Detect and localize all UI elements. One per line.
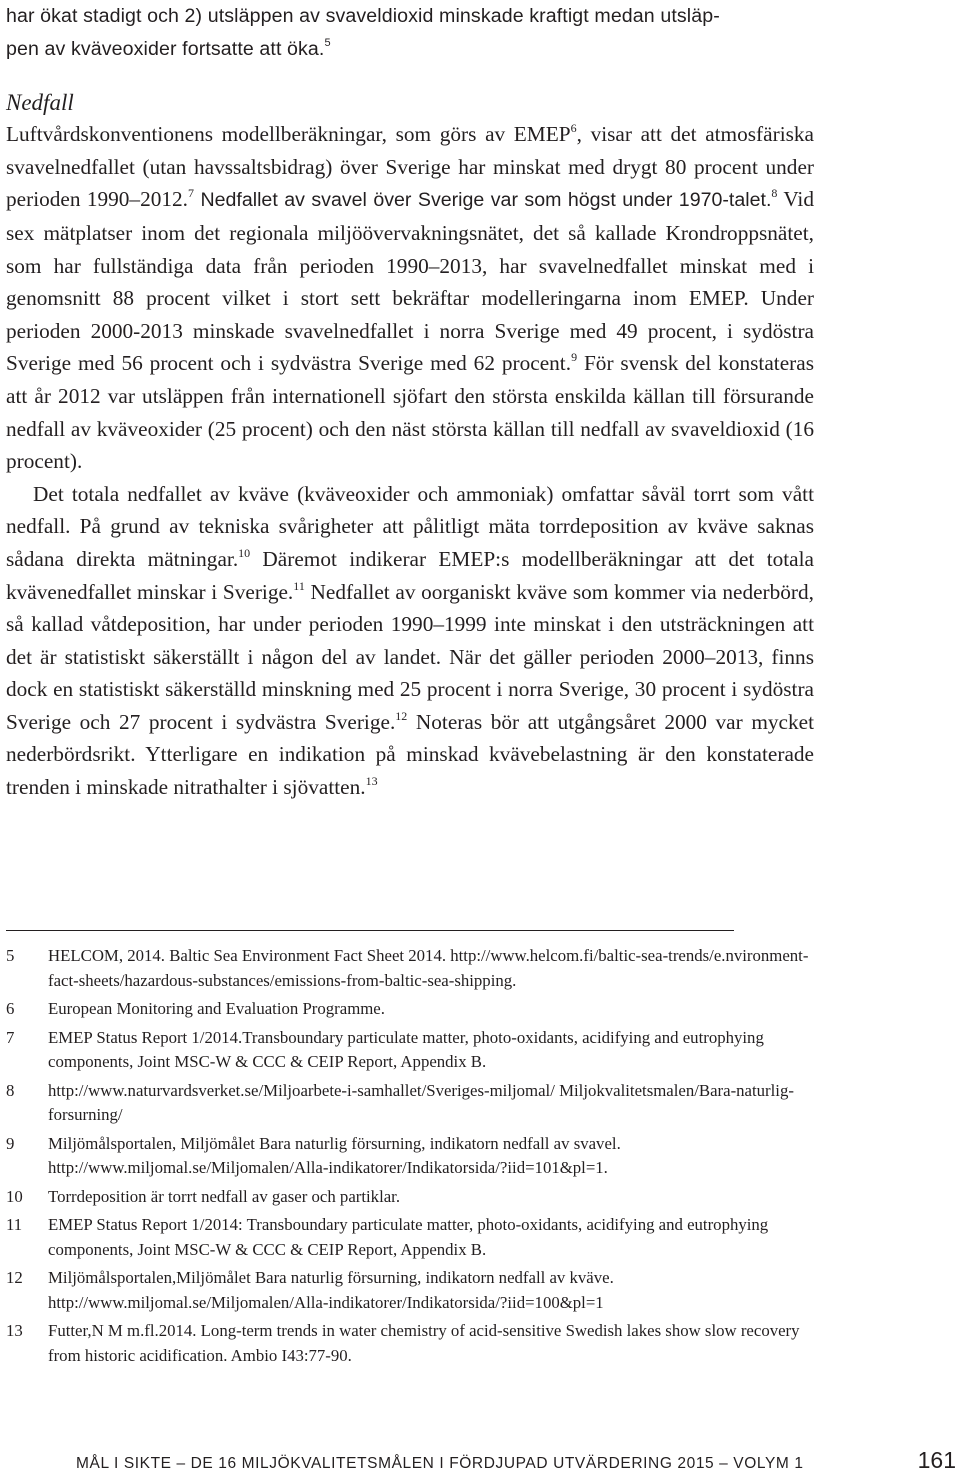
footnote-text: Miljömålsportalen, Miljömålet Bara naturlig försurning, indikatorn nedfall av svavel. http://www.miljomal.se/Miljomalen/Alla-indikatorer/Indikatorsida/?iid=101&pl=1. bbox=[48, 1133, 621, 1177]
footnote-ref: 10 bbox=[238, 545, 251, 560]
footnote-ref: 11 bbox=[293, 578, 305, 593]
footnote-number: 9 bbox=[6, 1133, 15, 1153]
footnote-text: European Monitoring and Evaluation Programme. bbox=[48, 999, 385, 1018]
page-number: 161 bbox=[917, 1447, 956, 1473]
footnote-ref: 12 bbox=[395, 708, 408, 723]
footnote-ref: 6 bbox=[570, 121, 577, 136]
paragraph-text: Luftvårdskonventionens modellberäkningar, som görs av EMEP bbox=[6, 122, 571, 147]
paragraph-text: För svensk del konstateras att år 2012 var utsläppen från internationell sjöfart den största enskilda källan till försurande nedfall av kväveoxider (25 procent) och den näst största källan till nedfall av svaveldioxid (16 procent). bbox=[6, 351, 814, 474]
footnote-text: HELCOM, 2014. Baltic Sea Environment Fact Sheet 2014. http://www.helcom.fi/baltic-sea-trends/e.nvironment-fact-sheets/hazardous-substances/emissions-from-baltic-sea-shipping. bbox=[48, 946, 809, 990]
intro-line-2 bbox=[6, 33, 814, 66]
footnote bbox=[6, 1026, 816, 1075]
paragraph-text: Nedfallet av svavel över Sverige var som högst under 1970-talet. bbox=[194, 189, 772, 212]
paragraph-text: Däremot indikerar EMEP:s modellberäkningar att det totala kvävenedfallet minskar i Sverige. bbox=[6, 546, 814, 604]
section-heading: Nedfall bbox=[6, 90, 74, 116]
footnote-ref: 7 bbox=[188, 186, 194, 201]
footnote bbox=[6, 997, 816, 1022]
footnote bbox=[6, 1079, 816, 1128]
footnote bbox=[6, 944, 816, 993]
footnote bbox=[6, 1319, 816, 1368]
footnote-separator bbox=[6, 930, 734, 931]
paragraph-1 bbox=[6, 118, 814, 478]
footnote-number: 5 bbox=[6, 946, 15, 965]
footnote bbox=[6, 1185, 816, 1210]
footnote-number: 8 bbox=[6, 1080, 15, 1100]
footnote bbox=[6, 1213, 816, 1262]
footnote-text: Miljömålsportalen,Miljömålet Bara naturlig försurning, indikatorn nedfall av kväve. http://www.miljomal.se/Miljomalen/Alla-indikatorer/Indikatorsida/?iid=100&pl=1 bbox=[48, 1268, 614, 1312]
footnote-text: Torrdeposition är torrt nedfall av gaser och partiklar. bbox=[48, 1186, 401, 1206]
footnote-number: 6 bbox=[6, 999, 15, 1018]
footnote-number: 12 bbox=[6, 1268, 23, 1287]
intro-line-2-text: pen av kväveoxider fortsatte att öka. bbox=[6, 37, 325, 60]
footnote-ref: 13 bbox=[365, 774, 378, 789]
footnote-number: 13 bbox=[6, 1321, 23, 1340]
footnotes bbox=[6, 944, 816, 1372]
footnote bbox=[6, 1266, 816, 1315]
paragraph-2 bbox=[6, 478, 814, 804]
footnote-text: Futter,N M m.fl.2014. Long-term trends in water chemistry of acid-sensitive Swedish lakes show slow recovery from historic acidification. Ambio I43:77-90. bbox=[48, 1321, 800, 1365]
paragraph-text: Vid sex mätplatser inom det regionala miljöövervakningsnätet, det så kallade Krondroppsnätet, som har fullständiga data från perioden 1990–2013, har svavelnedfallet minskat med i genomsnitt 88 procent vilket i stort sett bekräftar modelleringarna inom EMEP. Under perioden 2000-2013 minskade svavelnedfallet i norra Sverige med 49 procent, i sydöstra Sverige med 56 procent och i sydvästra Sverige med 62 procent. bbox=[6, 187, 814, 376]
footnote bbox=[6, 1132, 816, 1181]
footnote-number: 10 bbox=[6, 1186, 23, 1206]
paragraph-text: Nedfallet av oorganiskt kväve som kommer via nederbörd, så kallad våtdeposition, har under perioden 1990–1999 inte minskat i den utsträckningen att det är statistiskt säkerställt i någon del av landet. När det gäller perioden 2000–2013, finns dock en statistiskt säkerställd minskning med 25 procent i norra Sverige, 30 procent i sydöstra Sverige och 27 procent i sydvästra Sverige. bbox=[6, 579, 815, 734]
footnote-number: 11 bbox=[6, 1215, 23, 1234]
footnote-text: EMEP Status Report 1/2014: Transboundary particulate matter, photo-oxidants, acidifying and eutrophying components, Joint MSC-W & CCC & CEIP Report, Appendix B. bbox=[48, 1215, 769, 1259]
body-text bbox=[6, 0, 814, 804]
footnote-number: 7 bbox=[6, 1027, 15, 1047]
paragraph-text: , visar att det atmosfäriska svavelnedfallet (utan havssaltsbidrag) över Sverige har minskat med drygt 80 procent under perioden 1990–2012. bbox=[6, 122, 815, 212]
paragraph-text: Det totala nedfallet av kväve (kväveoxider och ammoniak) omfattar såväl torrt som vått nedfall. På grund av tekniska svårigheter att pålitligt mäta torrdeposition av kväve saknas sådana direkta mätningar. bbox=[6, 481, 814, 571]
footnote-text: http://www.naturvardsverket.se/Miljoarbete-i-samhallet/Sveriges-miljomal/ Miljokvalitetsmalen/Bara-naturlig-forsurning/ bbox=[48, 1080, 794, 1124]
footnote-ref: 8 bbox=[771, 186, 778, 201]
footnote-ref: 9 bbox=[571, 350, 578, 365]
paragraph-text: Noteras bör att utgångsåret 2000 var mycket nederbördsrikt. Ytterligare en indikation på minskad kvävebelastning är den konstaterade trenden i minskade nitrathalter i sjövatten. bbox=[6, 709, 815, 800]
running-footer: MÅL I SIKTE – DE 16 MILJÖKVALITETSMÅLEN I FÖRDJUPAD UTVÄRDERING 2015 – VOLYM 1 bbox=[76, 1455, 804, 1472]
footnote-ref: 5 bbox=[324, 36, 331, 49]
footnote-text: EMEP Status Report 1/2014.Transboundary particulate matter, photo-oxidants, acidifying and eutrophying components, Joint MSC-W & CCC & CEIP Report, Appendix B. bbox=[48, 1027, 764, 1071]
intro-line-1: har ökat stadigt och 2) utsläppen av svaveldioxid minskade kraftigt medan utsläp- bbox=[6, 5, 720, 27]
